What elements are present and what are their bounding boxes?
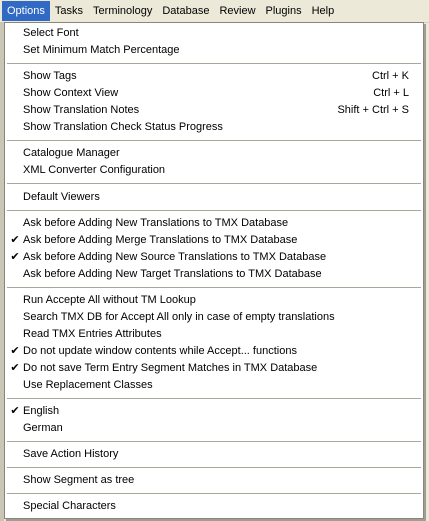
menu-item-label: Do not update window contents while Accept... functions (23, 345, 297, 357)
menu-item-german[interactable] (5, 420, 423, 437)
menu-item-search-tmx-db[interactable] (5, 309, 423, 326)
menu-item-use-replacement-classes[interactable] (5, 377, 423, 394)
menu-separator (7, 467, 421, 469)
menu-item-label: Catalogue Manager (23, 147, 120, 159)
menu-database[interactable]: Database (162, 5, 210, 17)
menu-bar (0, 0, 429, 23)
options-dropdown-menu (4, 22, 424, 519)
menu-separator (7, 441, 421, 443)
menu-item-label: English (23, 405, 60, 417)
menu-item-label: Ask before Adding New Source Translations to TMX Database (23, 251, 327, 263)
shortcut-label: Shift + Ctrl + S (337, 104, 409, 116)
menu-item-label: Save Action History (23, 448, 119, 460)
menu-item-run-accept-all[interactable] (5, 292, 423, 309)
menu-item-label: Ask before Adding New Target Translations to TMX Database (23, 268, 322, 280)
check-icon: ✔ (10, 251, 20, 263)
menu-item-label: Ask before Adding New Translations to TMX Database (23, 217, 289, 229)
check-icon: ✔ (10, 345, 20, 357)
menu-separator (7, 183, 421, 185)
menu-item-ask-merge-translations[interactable] (5, 232, 423, 249)
menu-separator (7, 140, 421, 142)
menu-item-show-check-status[interactable] (5, 119, 423, 136)
menu-item-show-translation-notes[interactable] (5, 102, 423, 119)
menu-item-default-viewers[interactable] (5, 189, 423, 206)
shortcut-label: Ctrl + K (372, 70, 409, 82)
menu-item-ask-target-translations[interactable] (5, 266, 423, 283)
menu-separator (7, 398, 421, 400)
menu-item-show-context-view[interactable] (5, 85, 423, 102)
menu-item-english[interactable] (5, 403, 423, 420)
menu-item-xml-converter[interactable] (5, 162, 423, 179)
menu-item-label: Ask before Adding Merge Translations to TMX Database (23, 234, 298, 246)
menu-separator (7, 493, 421, 495)
menu-item-show-segment-tree[interactable] (5, 472, 423, 489)
menu-item-label: Show Segment as tree (23, 474, 135, 486)
menu-item-label: XML Converter Configuration (23, 164, 166, 176)
menu-plugins[interactable]: Plugins (265, 5, 302, 17)
menu-item-label: Read TMX Entries Attributes (23, 328, 162, 340)
menu-item-save-action-history[interactable] (5, 446, 423, 463)
menu-tasks[interactable]: Tasks (54, 5, 84, 17)
check-icon: ✔ (10, 234, 20, 246)
menu-separator (7, 287, 421, 289)
menu-item-ask-source-translations[interactable] (5, 249, 423, 266)
shortcut-label: Ctrl + L (373, 87, 409, 99)
menu-item-select-font[interactable] (5, 25, 423, 42)
menu-item-label: Default Viewers (23, 191, 100, 203)
menu-item-ask-new-translations[interactable] (5, 215, 423, 232)
menu-item-do-not-update-window[interactable] (5, 343, 423, 360)
menu-item-label: Search TMX DB for Accept All only in case of empty translations (23, 311, 335, 323)
menu-item-label: Special Characters (23, 500, 116, 512)
menu-help[interactable]: Help (311, 5, 335, 17)
check-icon: ✔ (10, 362, 20, 374)
menu-item-label: Show Translation Check Status Progress (23, 121, 223, 133)
menu-item-read-tmx-attributes[interactable] (5, 326, 423, 343)
menu-item-label: Show Tags (23, 70, 77, 82)
menu-item-label: Use Replacement Classes (23, 379, 153, 391)
menu-review[interactable]: Review (219, 5, 256, 17)
menu-separator (7, 210, 421, 212)
menu-item-catalogue-manager[interactable] (5, 145, 423, 162)
menu-item-label: Show Translation Notes (23, 104, 140, 116)
menu-item-label: Set Minimum Match Percentage (23, 44, 180, 56)
menu-item-label: German (23, 422, 63, 434)
check-icon: ✔ (10, 405, 20, 417)
menu-item-label: Show Context View (23, 87, 119, 99)
menu-item-label: Run Accepte All without TM Lookup (23, 294, 196, 306)
menu-item-show-tags[interactable] (5, 68, 423, 85)
menu-item-do-not-save-term[interactable] (5, 360, 423, 377)
menu-item-special-characters[interactable] (5, 498, 423, 515)
menu-separator (7, 63, 421, 65)
menu-item-label: Do not save Term Entry Segment Matches in TMX Database (23, 362, 318, 374)
menu-terminology[interactable]: Terminology (93, 5, 153, 17)
menu-item-set-minimum-match[interactable] (5, 42, 423, 59)
menu-options[interactable]: Options (2, 1, 50, 21)
menu-item-label: Select Font (23, 27, 79, 39)
